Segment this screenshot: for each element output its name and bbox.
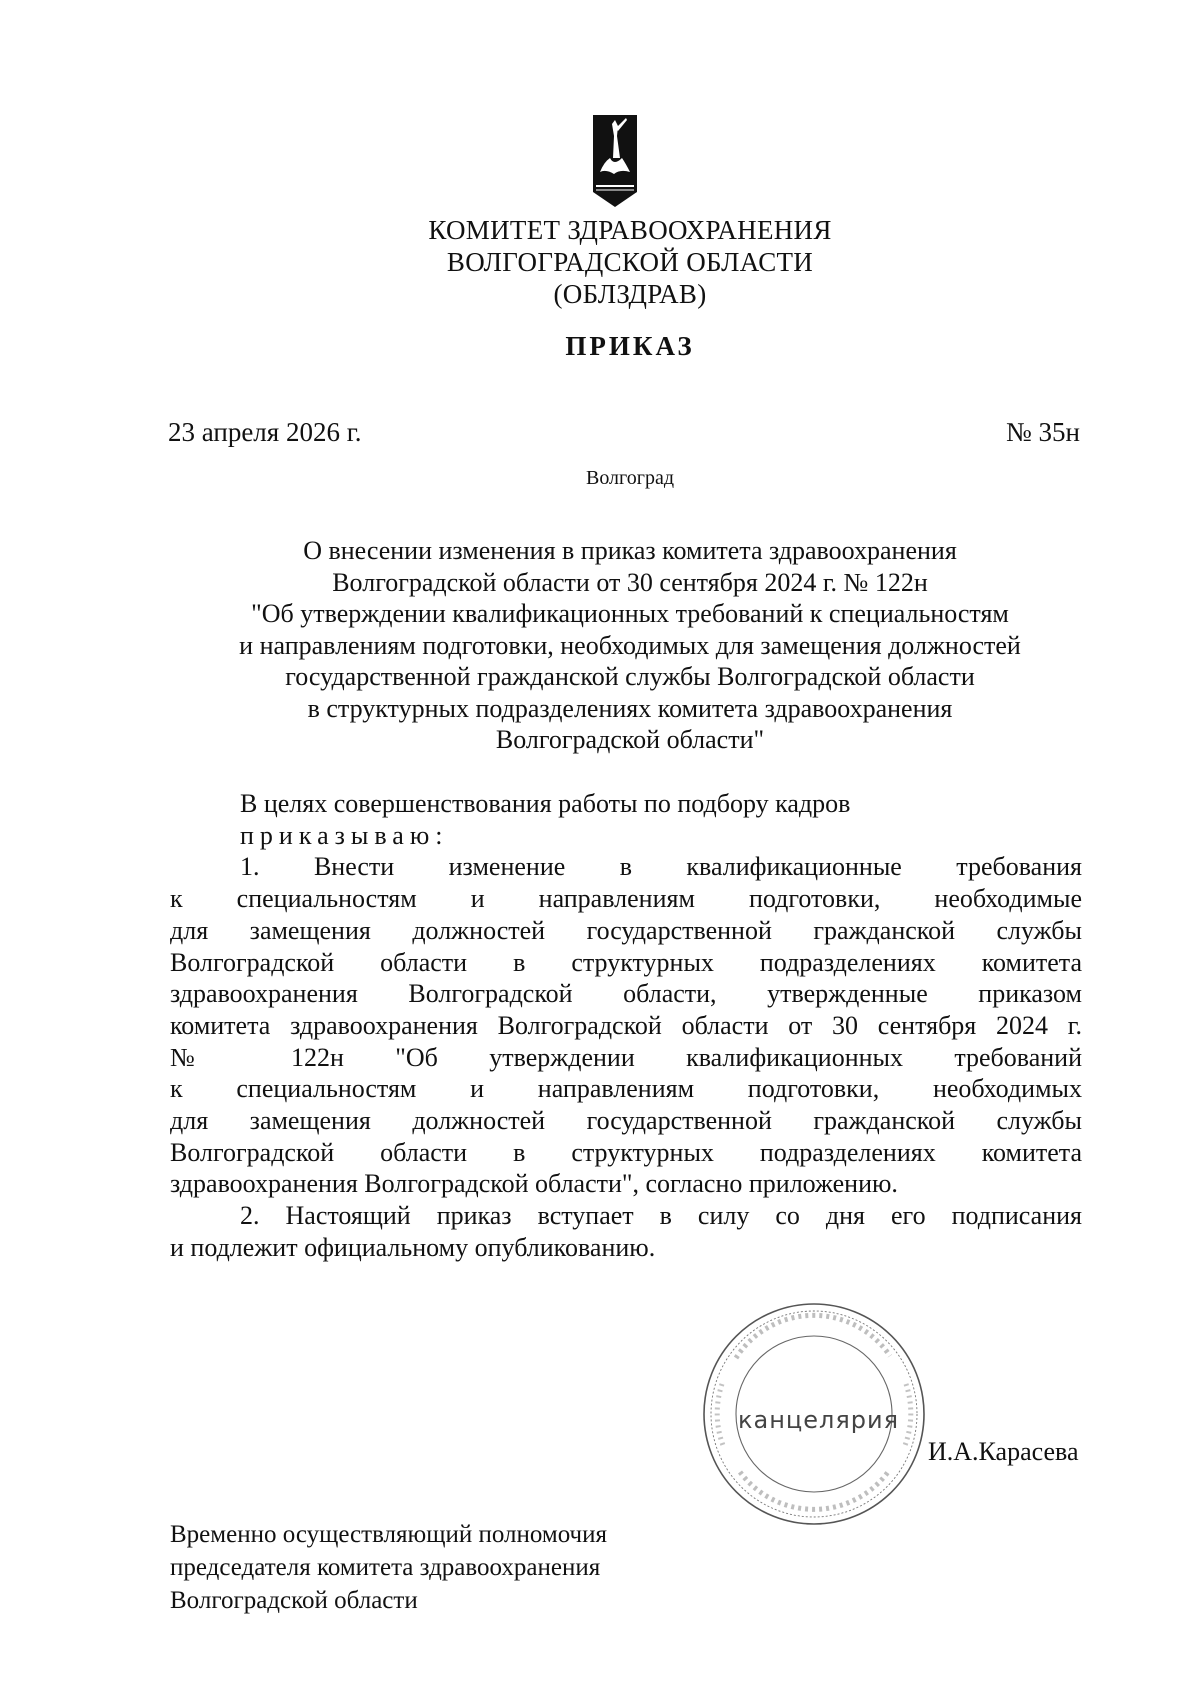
item-1-line: Волгоградской области в структурных подразделениях комитета xyxy=(170,947,1082,977)
position-line: Волгоградской области xyxy=(170,1587,418,1614)
subject-line: и направлениям подготовки, необходимых для замещения должностей xyxy=(239,630,1021,660)
subject-line: Волгоградской области" xyxy=(495,725,765,754)
signatory-position xyxy=(170,1518,607,1617)
document-body xyxy=(170,788,1082,1264)
orders-word: приказываю: xyxy=(240,820,449,850)
item-1-line: Волгоградской области в структурных подразделениях комитета xyxy=(170,1137,1082,1167)
item-1-line: здравоохранения Волгоградской области, утвержденные приказом xyxy=(170,979,1082,1009)
org-line-2: ВОЛГОГРАДСКОЙ ОБЛАСТИ xyxy=(446,247,814,277)
subject-line: Волгоградской области от 30 сентября 2024 г. № 122н xyxy=(332,567,928,597)
document-number: № 35н xyxy=(1006,417,1080,447)
item-1-line: № 122н "Об утверждении квалификационных требований xyxy=(170,1042,1082,1072)
document-city: Волгоград xyxy=(585,467,675,489)
document-subject xyxy=(160,535,1100,756)
document-type: ПРИКАЗ xyxy=(565,331,695,361)
org-line-1: КОМИТЕТ ЗДРАВООХРАНЕНИЯ xyxy=(428,215,832,245)
signatory-name: И.А.Карасева xyxy=(928,1437,1079,1466)
organization-name xyxy=(300,214,960,310)
position-line: Временно осуществляющий полномочия xyxy=(170,1521,608,1548)
subject-line: государственной гражданской службы Волгоградской области xyxy=(285,662,975,691)
item-1-line: комитета здравоохранения Волгоградской области от 30 сентября 2024 г. xyxy=(170,1010,1082,1040)
volgograd-coat-of-arms-icon xyxy=(592,114,638,208)
intro-paragraph: В целях совершенствования работы по подбору кадров xyxy=(240,789,851,818)
item-2-line: и подлежит официальному опубликованию. xyxy=(170,1232,656,1262)
subject-line: в структурных подразделениях комитета здравоохранения xyxy=(307,693,953,723)
document-date: 23 апреля 2026 г. xyxy=(168,417,362,447)
subject-line: О внесении изменения в приказ комитета здравоохранения xyxy=(303,536,957,565)
org-line-3: (ОБЛЗДРАВ) xyxy=(553,279,707,309)
stamp-label: канцелярия xyxy=(738,1406,900,1434)
item-1-line: для замещения должностей государственной гражданской службы xyxy=(170,1106,1082,1136)
item-1-line: для замещения должностей государственной гражданской службы xyxy=(170,915,1082,945)
item-1-paragraph xyxy=(170,851,1082,1200)
item-1-line: здравоохранения Волгоградской области", согласно приложению. xyxy=(170,1169,898,1199)
item-1-line: к специальностям и направлениям подготовки, необходимые xyxy=(170,884,1082,914)
item-1-line: 1. Внести изменение в квалификационные требования xyxy=(240,852,1082,882)
item-2-line: 2. Настоящий приказ вступает в силу со дня его подписания xyxy=(240,1201,1082,1231)
item-1-line: к специальностям и направлениям подготовки, необходимых xyxy=(170,1074,1082,1104)
position-line: председателя комитета здравоохранения xyxy=(170,1554,601,1581)
item-2-paragraph xyxy=(170,1200,1082,1263)
subject-line: "Об утверждении квалификационных требований к специальностям xyxy=(251,599,1009,628)
